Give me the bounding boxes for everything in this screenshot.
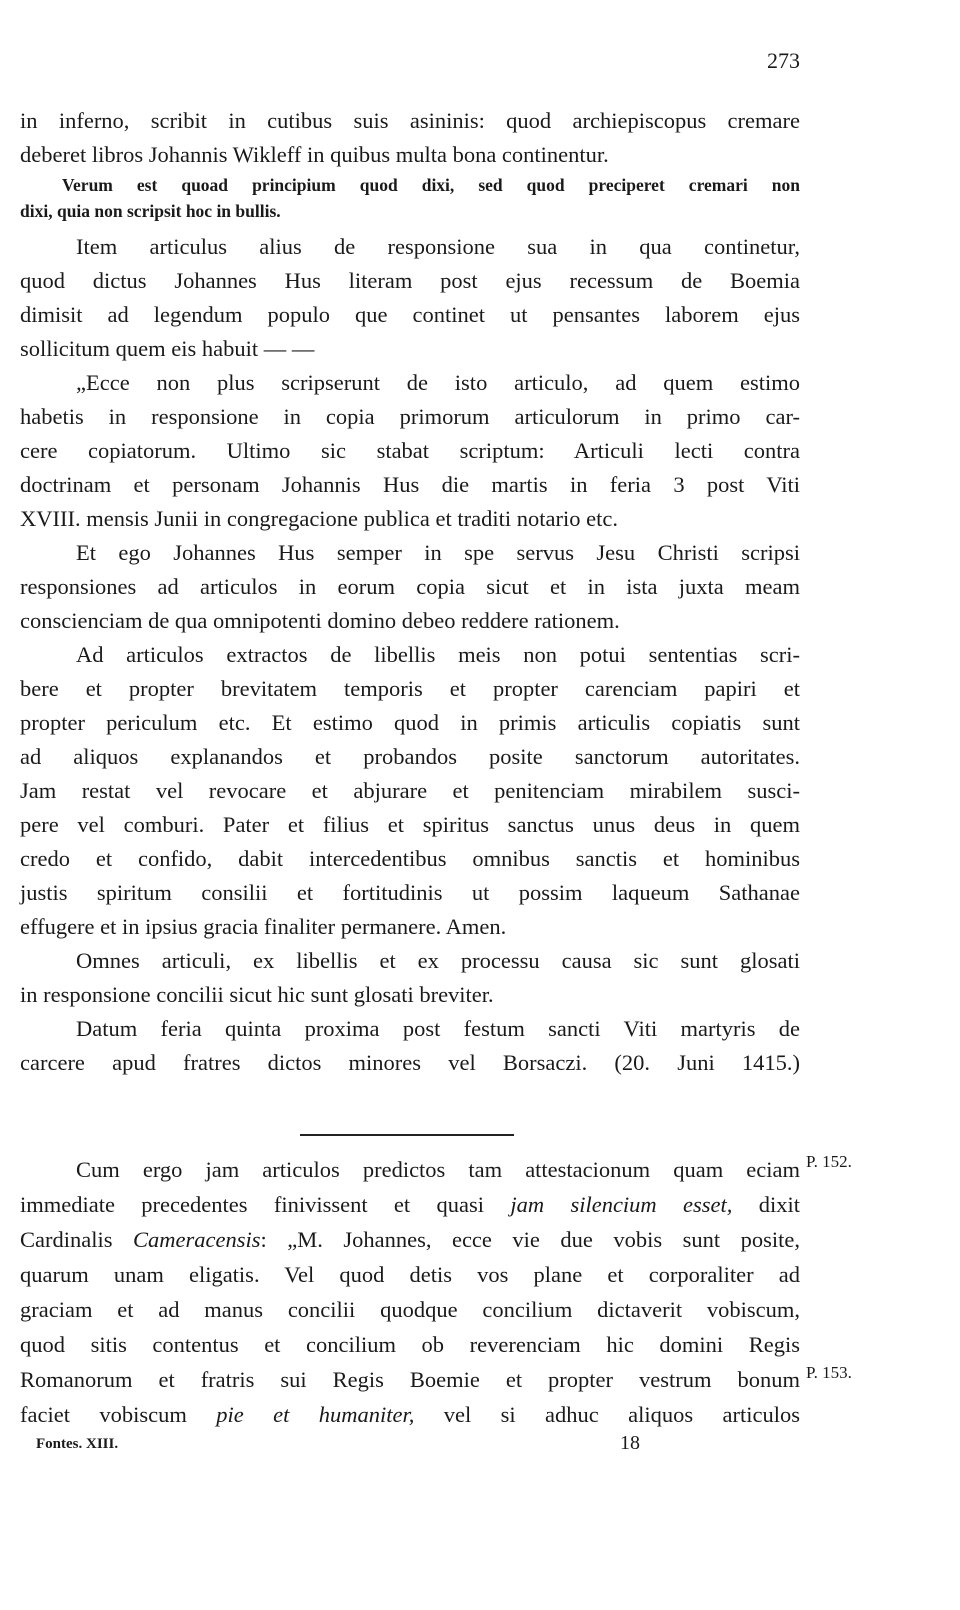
footer-series: Fontes. XIII. <box>36 1436 119 1452</box>
text-line: immediate precedentes finivissent et quasi jam silencium esset, dixit <box>20 1192 800 1217</box>
page-number: 273 <box>767 48 800 73</box>
text-line: Verum est quoad principium quod dixi, sed quod preciperet cremari non <box>62 175 800 195</box>
text-line: quod dictus Johannes Hus literam post ejus recessum de Boemia <box>20 268 800 293</box>
text-line: pere vel comburi. Pater et filius et spiritus sanctus unus deus in quem <box>20 812 800 837</box>
text-line: graciam et ad manus concilii quodque concilium dictaverit vobiscum, <box>20 1297 800 1322</box>
text-line: Item articulus alius de responsione sua in qua continetur, <box>76 234 800 259</box>
text-line: habetis in responsione in copia primorum articulorum in primo car- <box>20 404 800 429</box>
text-line: bere et propter brevitatem temporis et propter carenciam papiri et <box>20 676 800 701</box>
text-line: cere copiatorum. Ultimo sic stabat scriptum: Articuli lecti contra <box>20 438 800 463</box>
text-line: Jam restat vel revocare et abjurare et penitenciam mirabilem susci- <box>20 778 800 803</box>
text-line: XVIII. mensis Junii in congregacione publica et traditi notario etc. <box>20 506 618 531</box>
text-line: deberet libros Johannis Wikleff in quibus multa bona continentur. <box>20 142 609 167</box>
continuation-text-block <box>20 1152 800 1432</box>
text-line: faciet vobiscum pie et humaniter, vel si adhuc aliquos articulos <box>20 1402 800 1427</box>
italic-name: Cameracensis <box>132 1227 261 1252</box>
text-line: Romanorum et fratris sui Regis Boemie et propter vestrum bonum <box>20 1367 800 1392</box>
text-line: responsiones ad articulos in eorum copia sicut et in ista juxta meam <box>20 574 800 599</box>
text-line: Cum ergo jam articulos predictos tam attestacionum quam eciam <box>76 1157 800 1182</box>
text-line: dixi, quia non scripsit hoc in bullis. <box>20 201 281 221</box>
text-line: quarum unam eligatis. Vel quod detis vos plane et corporaliter ad <box>20 1262 800 1287</box>
text-line: Datum feria quinta proxima post festum sancti Viti martyris de <box>76 1016 800 1041</box>
italic-phrase: jam silencium esset, <box>510 1192 733 1217</box>
text-line: quod sitis contentus et concilium ob reverenciam hic domini Regis <box>20 1332 800 1357</box>
text-line: effugere et in ipsius gracia finaliter permanere. Amen. <box>20 914 507 939</box>
text-line: in responsione concilii sicut hic sunt glosati breviter. <box>20 982 494 1007</box>
footer-signature: 18 <box>620 1432 640 1454</box>
margin-note: P. 153. <box>806 1363 852 1382</box>
text-line: Ad articulos extractos de libellis meis non potui sententias scri- <box>76 642 800 667</box>
text-line: Et ego Johannes Hus semper in spe servus Jesu Christi scripsi <box>76 540 800 565</box>
text-line: Omnes articuli, ex libellis et ex processu causa sic sunt glosati <box>76 948 800 973</box>
margin-note: P. 152. <box>806 1152 852 1171</box>
text-line: propter periculum etc. Et estimo quod in primis articulis copiatis sunt <box>20 710 800 735</box>
text-line: justis spiritum consilii et fortitudinis ut possim laqueum Sathanae <box>20 880 800 905</box>
text-line: ad aliquos explanandos et probandos posite sanctorum autoritates. <box>20 744 800 769</box>
text-line: doctrinam et personam Johannis Hus die martis in feria 3 post Viti <box>20 472 800 497</box>
main-text-block <box>20 104 800 1080</box>
text-line: conscienciam de qua omnipotenti domino debeo reddere rationem. <box>20 608 620 633</box>
italic-phrase: pie et humaniter, <box>216 1402 415 1427</box>
text-line: carcere apud fratres dictos minores vel Borsaczi. (20. Juni 1415.) <box>20 1050 800 1075</box>
text-line: Cardinalis Cameracensis: „M. Johannes, ecce vie due vobis sunt posite, <box>20 1227 800 1252</box>
section-divider <box>300 1134 514 1136</box>
text-line: in inferno, scribit in cutibus suis asininis: quod archiepiscopus cremare <box>20 108 800 133</box>
text-line: „Ecce non plus scripserunt de isto articulo, ad quem estimo <box>76 370 800 395</box>
text-line: dimisit ad legendum populo que continet ut pensantes laborem ejus <box>20 302 800 327</box>
text-line: sollicitum quem eis habuit — — <box>20 336 315 361</box>
text-line: credo et confido, dabit intercedentibus omnibus sanctis et hominibus <box>20 846 800 871</box>
